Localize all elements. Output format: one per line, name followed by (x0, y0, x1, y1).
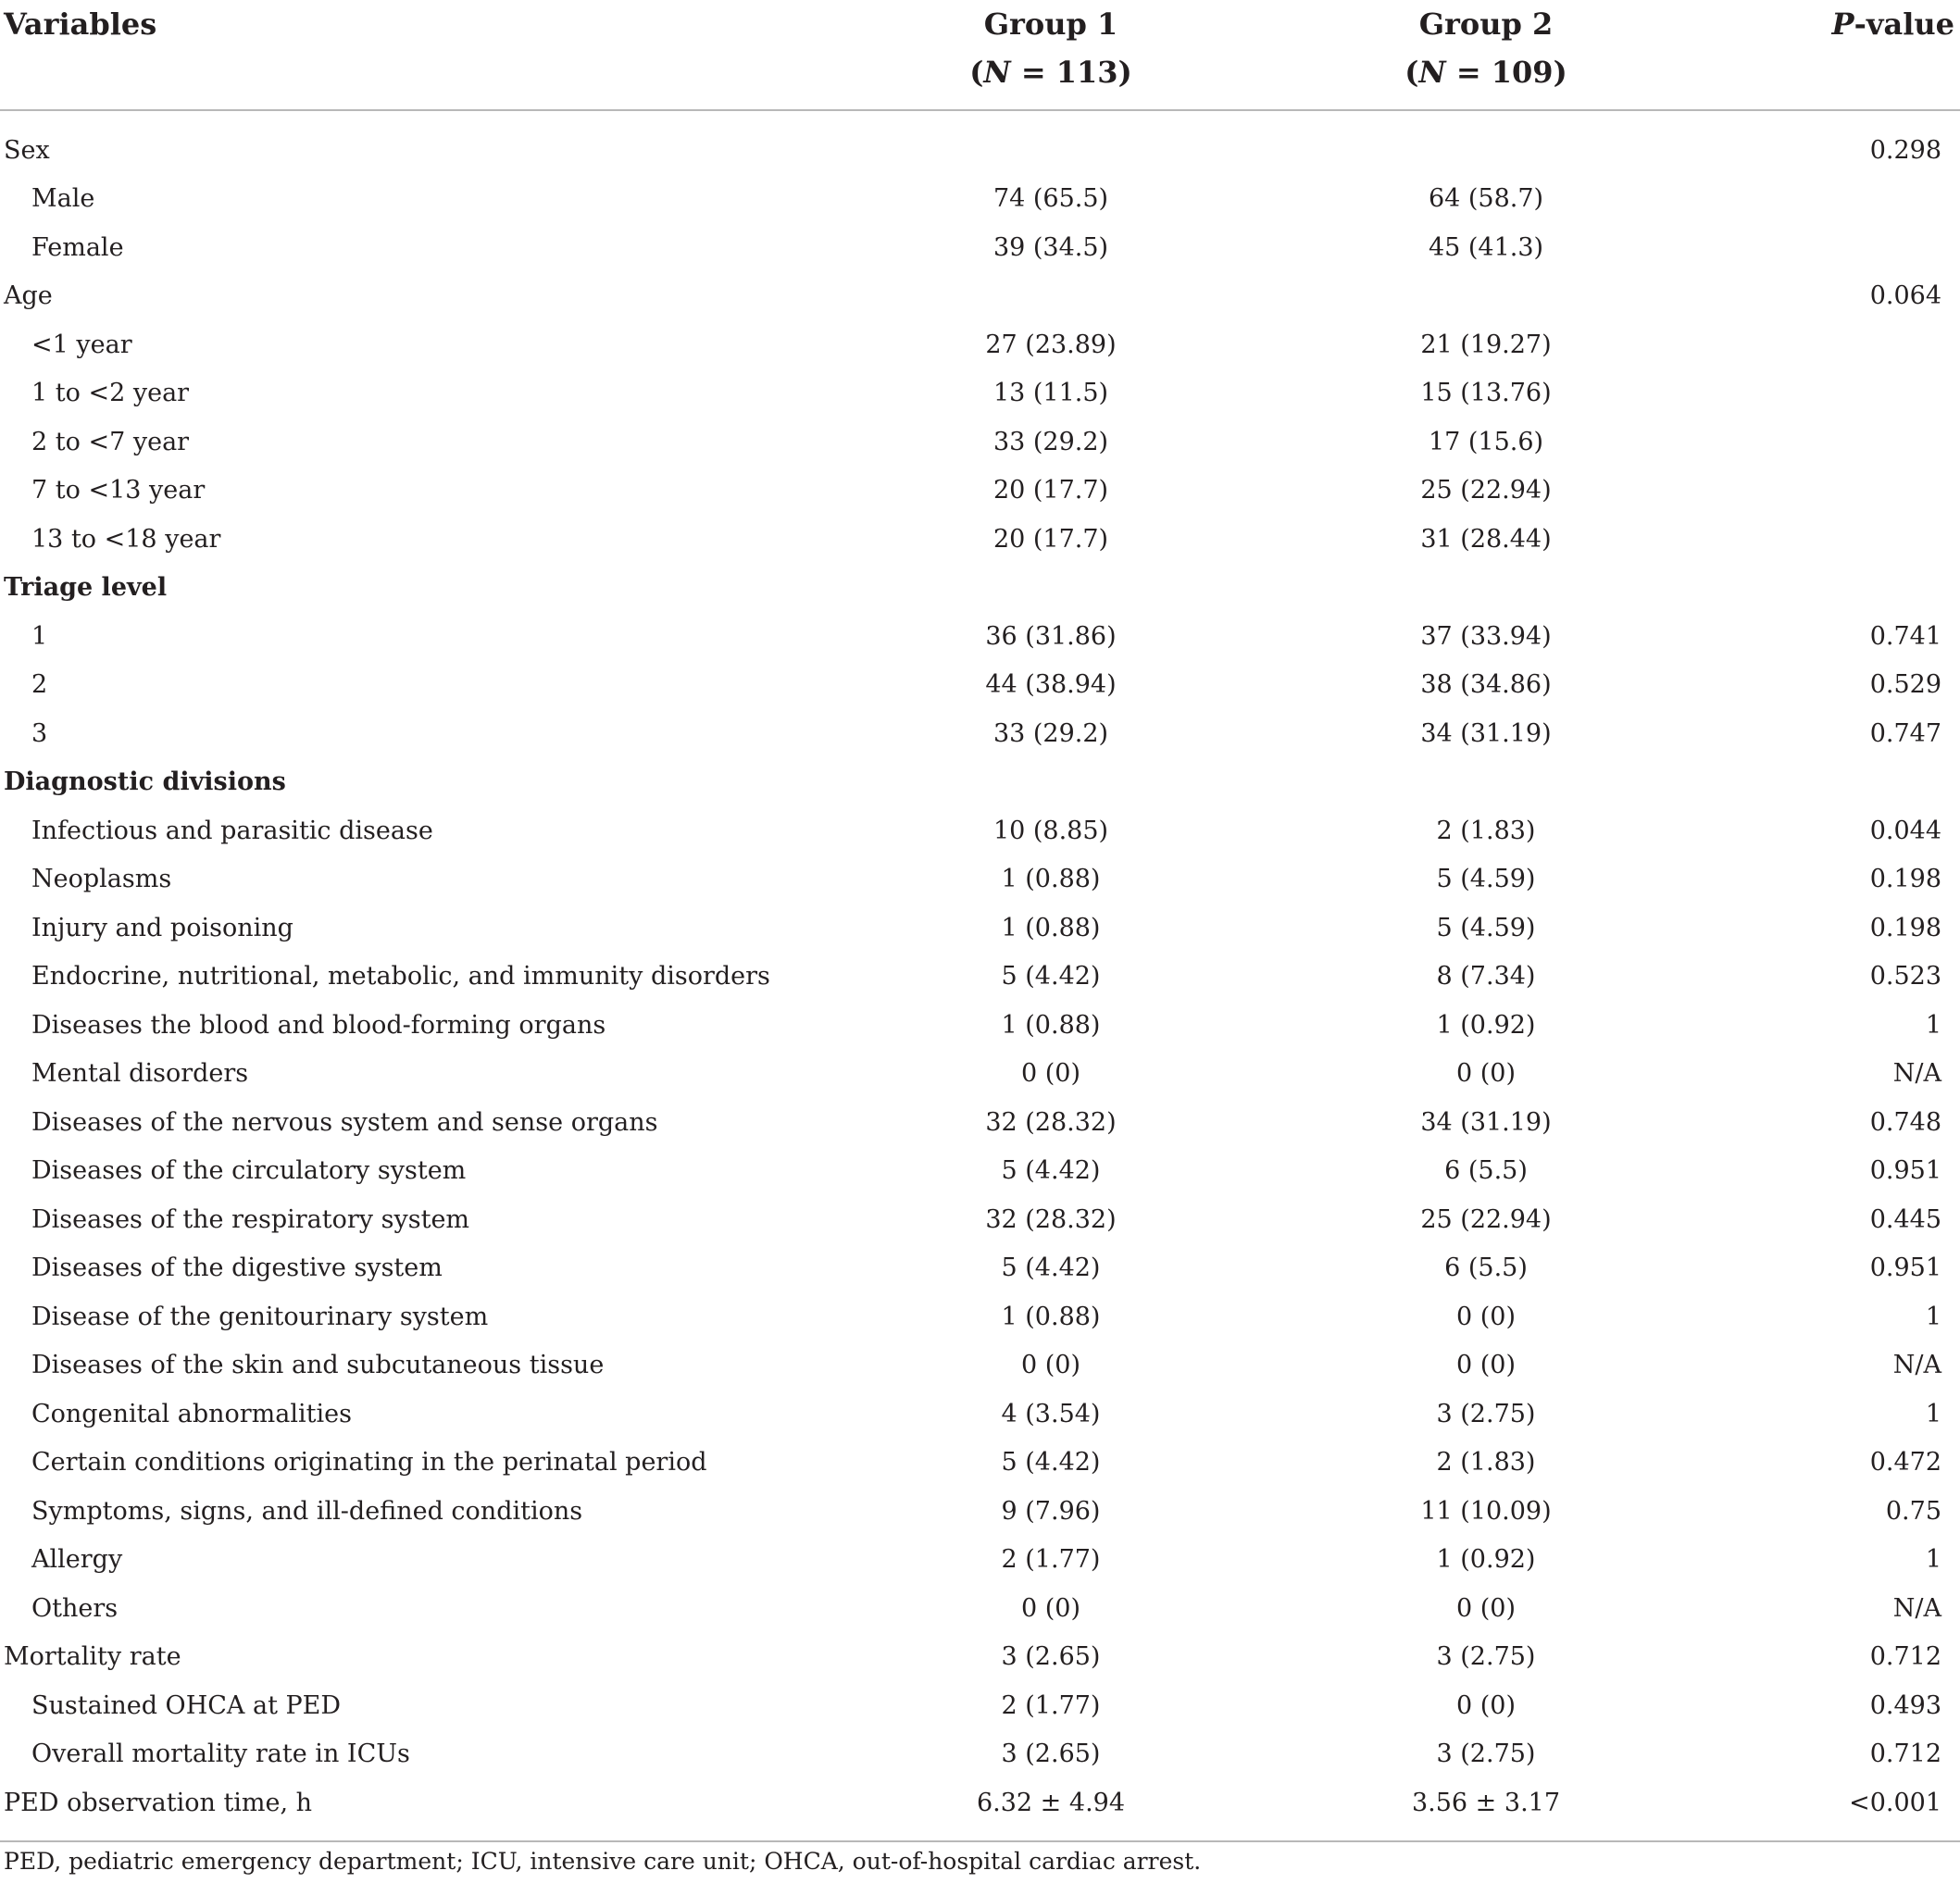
cell-group-1: 4 (3.54) (1001, 1399, 1101, 1428)
cell-p-value (1704, 515, 1960, 564)
cell-variable: Allergy (31, 1545, 123, 1575)
cell-group-1: 2 (1.77) (1001, 1690, 1101, 1720)
cell-p-value (1704, 564, 1960, 613)
cell-p-value (1704, 758, 1960, 807)
table-row (0, 1341, 1960, 1390)
cell-variable: Female (31, 232, 124, 262)
header-group-2-n-symbol: N (1418, 55, 1446, 90)
cell-p-value: N/A (1892, 1593, 1941, 1623)
cell-group-1: 0 (0) (1020, 1059, 1080, 1089)
cell-group-1: 5 (4.42) (1001, 962, 1101, 991)
table-row (0, 223, 1960, 272)
table-row (0, 1633, 1960, 1682)
cell-variable: 2 to <7 year (31, 427, 190, 456)
table-row (0, 1536, 1960, 1585)
cell-group-2: 5 (4.59) (1436, 913, 1536, 942)
cell-variable: Overall mortality rate in ICUs (31, 1740, 410, 1769)
cell-p-value (1704, 369, 1960, 418)
table-row (0, 320, 1960, 369)
cell-group-1: 32 (28.32) (985, 1204, 1117, 1234)
cell-variable: PED observation time, h (0, 1778, 833, 1841)
cell-group-2: 34 (31.19) (1420, 1107, 1552, 1137)
cell-p-value (1704, 175, 1960, 224)
header-group-2-n-prefix: ( (1404, 55, 1419, 90)
cell-group-2: 1 (0.92) (1436, 1010, 1536, 1040)
cell-variable: Male (31, 184, 95, 214)
cell-p-value: 1 (1925, 1010, 1941, 1040)
cell-group-2: 64 (58.7) (1428, 184, 1544, 214)
cell-group-2: 2 (1.83) (1436, 816, 1536, 845)
cell-variable: Diagnostic divisions (4, 767, 286, 797)
table-row (0, 467, 1960, 516)
table-row (0, 709, 1960, 758)
table-row (0, 1778, 1960, 1841)
cell-group-1: 3 (2.65) (1001, 1740, 1101, 1769)
cell-group-1: 1 (0.88) (1001, 1010, 1101, 1040)
cell-p-value: 0.712 (1869, 1642, 1941, 1672)
header-group-1-n (833, 48, 1268, 96)
table-row (0, 1244, 1960, 1293)
cell-group-2: 11 (10.09) (1420, 1496, 1552, 1526)
table-row (0, 661, 1960, 710)
cell-group-2 (1268, 110, 1704, 175)
cell-group-1: 36 (31.86) (985, 621, 1117, 651)
cell-p-value: 1 (1925, 1399, 1941, 1428)
cell-group-1 (833, 272, 1268, 321)
table-row (0, 515, 1960, 564)
cell-group-1: 2 (1.77) (1001, 1545, 1101, 1575)
cell-group-1: 27 (23.89) (985, 330, 1117, 359)
cell-p-value: 0.493 (1869, 1690, 1941, 1720)
cell-group-1: 1 (0.88) (1001, 865, 1101, 894)
cell-group-1: 5 (4.42) (1001, 1448, 1101, 1478)
cell-p-value: 1 (1925, 1545, 1941, 1575)
cell-p-value: 0.472 (1869, 1448, 1941, 1478)
cell-p-value: 0.044 (1869, 816, 1941, 845)
cell-group-2 (1268, 758, 1704, 807)
cell-group-1: 5 (4.42) (1001, 1156, 1101, 1186)
cell-p-value: 0.747 (1869, 718, 1941, 748)
header-group-2 (1268, 0, 1704, 110)
cell-variable: Age (4, 281, 53, 311)
table-row (0, 1681, 1960, 1730)
cell-group-2: 3.56 ± 3.17 (1268, 1778, 1704, 1841)
cell-group-1: 44 (38.94) (985, 670, 1117, 700)
cell-p-value: 0.198 (1869, 865, 1941, 894)
cell-variable: 1 to <2 year (31, 379, 190, 408)
table-row (0, 806, 1960, 855)
cell-p-value: N/A (1892, 1351, 1941, 1380)
header-p-suffix: -value (1854, 6, 1954, 42)
cell-variable: Symptoms, signs, and ill-defined conditions (31, 1496, 583, 1526)
cell-variable: Infectious and parasitic disease (31, 816, 433, 845)
table-row (0, 855, 1960, 904)
cell-p-value (1704, 223, 1960, 272)
cell-group-2: 0 (0) (1455, 1059, 1516, 1089)
cell-p-value: 0.951 (1869, 1253, 1941, 1283)
table-row (0, 1730, 1960, 1779)
cell-group-2: 0 (0) (1455, 1593, 1516, 1623)
cell-group-2: 25 (22.94) (1420, 1204, 1552, 1234)
cell-group-1: 33 (29.2) (992, 427, 1109, 456)
cell-variable: Mortality rate (4, 1642, 181, 1672)
cell-variable: Diseases of the digestive system (31, 1253, 443, 1283)
table-row (0, 1147, 1960, 1196)
cell-variable: Injury and poisoning (31, 913, 293, 942)
cell-variable: Diseases the blood and blood-forming organs (31, 1010, 606, 1040)
cell-p-value: 0.064 (1869, 281, 1941, 311)
table-row (0, 1439, 1960, 1488)
cell-group-2: 6 (5.5) (1444, 1253, 1528, 1283)
cell-group-2: 31 (28.44) (1420, 524, 1552, 554)
table-row (0, 110, 1960, 175)
header-group-1-n-suffix: = 113) (1010, 55, 1132, 90)
cell-group-1: 74 (65.5) (992, 184, 1109, 214)
cell-group-2: 38 (34.86) (1420, 670, 1552, 700)
cell-group-1: 6.32 ± 4.94 (833, 1778, 1268, 1841)
table-row (0, 904, 1960, 953)
cell-p-value: 0.748 (1869, 1107, 1941, 1137)
cell-group-2 (1268, 272, 1704, 321)
cell-p-value: 0.198 (1869, 913, 1941, 942)
cell-group-1 (833, 110, 1268, 175)
cell-group-2: 0 (0) (1455, 1690, 1516, 1720)
table-row (0, 612, 1960, 661)
cell-variable: Diseases of the nervous system and sense organs (31, 1107, 658, 1137)
cell-p-value: N/A (1892, 1059, 1941, 1089)
table-row (0, 369, 1960, 418)
table-row (0, 1584, 1960, 1633)
cell-p-value: 0.523 (1869, 962, 1941, 991)
cell-group-2: 17 (15.6) (1428, 427, 1544, 456)
cell-group-1: 20 (17.7) (992, 524, 1109, 554)
cell-group-1: 39 (34.5) (992, 232, 1109, 262)
cell-group-2: 2 (1.83) (1436, 1448, 1536, 1478)
cell-variable: Sex (4, 135, 50, 165)
cell-group-2 (1268, 564, 1704, 613)
cell-variable: Others (31, 1593, 119, 1623)
cell-variable: 1 (31, 621, 48, 651)
cell-variable: Certain conditions originating in the perinatal period (31, 1448, 707, 1478)
table-header (0, 0, 1960, 110)
cell-variable: 7 to <13 year (31, 476, 206, 505)
cell-variable: Diseases of the respiratory system (31, 1204, 470, 1234)
cell-group-1: 33 (29.2) (992, 718, 1109, 748)
cell-variable: 13 to <18 year (31, 524, 221, 554)
header-row (0, 0, 1960, 110)
table-row (0, 1195, 1960, 1244)
cell-variable: Sustained OHCA at PED (31, 1690, 342, 1720)
table-row (0, 175, 1960, 224)
cell-p-value: 0.529 (1869, 670, 1941, 700)
cell-group-2: 6 (5.5) (1444, 1156, 1528, 1186)
cell-p-value: 0.75 (1885, 1496, 1941, 1526)
table-row (0, 1050, 1960, 1099)
cell-group-1 (833, 758, 1268, 807)
header-group-1-n-prefix: ( (969, 55, 984, 90)
cell-variable: Diseases of the skin and subcutaneous tissue (31, 1351, 605, 1380)
cell-p-value: 0.951 (1869, 1156, 1941, 1186)
cell-variable: <1 year (31, 330, 132, 359)
cell-variable: Disease of the genitourinary system (31, 1302, 489, 1331)
cell-group-2: 5 (4.59) (1436, 865, 1536, 894)
cell-group-2: 37 (33.94) (1420, 621, 1552, 651)
cell-group-2: 0 (0) (1455, 1302, 1516, 1331)
table-row (0, 272, 1960, 321)
header-group-2-name: Group 2 (1418, 6, 1554, 42)
table-row (0, 1487, 1960, 1536)
table-row (0, 1390, 1960, 1439)
cell-variable: 2 (31, 670, 48, 700)
cell-group-1: 13 (11.5) (992, 379, 1109, 408)
cell-group-2: 3 (2.75) (1436, 1399, 1536, 1428)
cell-group-1: 9 (7.96) (1001, 1496, 1101, 1526)
cell-group-1: 0 (0) (1020, 1593, 1080, 1623)
cell-group-2: 34 (31.19) (1420, 718, 1552, 748)
cell-p-value: 0.445 (1869, 1204, 1941, 1234)
header-p-symbol: P (1831, 6, 1854, 42)
cell-group-2: 8 (7.34) (1436, 962, 1536, 991)
cell-variable: Diseases of the circulatory system (31, 1156, 467, 1186)
cell-p-value (1704, 418, 1960, 467)
table-row (0, 1001, 1960, 1050)
table-footnote: PED, pediatric emergency department; ICU, intensive care unit; OHCA, out-of-hospital cardiac arrest. (4, 1848, 1202, 1875)
cell-variable: Neoplasms (31, 865, 172, 894)
cell-p-value: 0.712 (1869, 1740, 1941, 1769)
cell-variable: Triage level (4, 573, 168, 603)
table-row (0, 1098, 1960, 1147)
cell-group-1: 5 (4.42) (1001, 1253, 1101, 1283)
cell-group-1: 1 (0.88) (1001, 913, 1101, 942)
cell-group-2: 1 (0.92) (1436, 1545, 1536, 1575)
cell-group-2: 0 (0) (1455, 1351, 1516, 1380)
table-row (0, 758, 1960, 807)
header-p-value (1704, 0, 1960, 110)
cell-group-2: 3 (2.75) (1436, 1740, 1536, 1769)
cell-group-1: 32 (28.32) (985, 1107, 1117, 1137)
cell-group-1: 0 (0) (1020, 1351, 1080, 1380)
cell-group-2: 25 (22.94) (1420, 476, 1552, 505)
header-group-1 (833, 0, 1268, 110)
cell-group-2: 45 (41.3) (1428, 232, 1544, 262)
header-group-1-n-symbol: N (983, 55, 1011, 90)
cell-group-1: 3 (2.65) (1001, 1642, 1101, 1672)
cell-variable: Endocrine, nutritional, metabolic, and immunity disorders (31, 962, 770, 991)
cell-group-2: 3 (2.75) (1436, 1642, 1536, 1672)
cell-p-value (1704, 320, 1960, 369)
cell-group-1: 1 (0.88) (1001, 1302, 1101, 1331)
header-group-2-n-suffix: = 109) (1445, 55, 1567, 90)
cell-variable: Congenital abnormalities (31, 1399, 352, 1428)
cell-variable: 3 (31, 718, 48, 748)
cell-p-value: 0.741 (1869, 621, 1941, 651)
header-group-1-name: Group 1 (983, 6, 1118, 42)
cell-group-1: 20 (17.7) (992, 476, 1109, 505)
cell-p-value: <0.001 (1704, 1778, 1960, 1841)
table-row (0, 953, 1960, 1002)
header-group-2-n (1268, 48, 1704, 96)
table-row (0, 564, 1960, 613)
cell-p-value: 0.298 (1869, 135, 1941, 165)
cell-p-value: 1 (1925, 1302, 1941, 1331)
cell-group-2: 15 (13.76) (1420, 379, 1552, 408)
table-row (0, 418, 1960, 467)
cell-variable: Mental disorders (31, 1059, 249, 1089)
table-body (0, 110, 1960, 1841)
cell-group-1: 10 (8.85) (992, 816, 1109, 845)
header-variables: Variables (0, 0, 833, 110)
table-row (0, 1292, 1960, 1341)
cell-p-value (1704, 467, 1960, 516)
cell-group-1 (833, 564, 1268, 613)
cell-group-2: 21 (19.27) (1420, 330, 1552, 359)
